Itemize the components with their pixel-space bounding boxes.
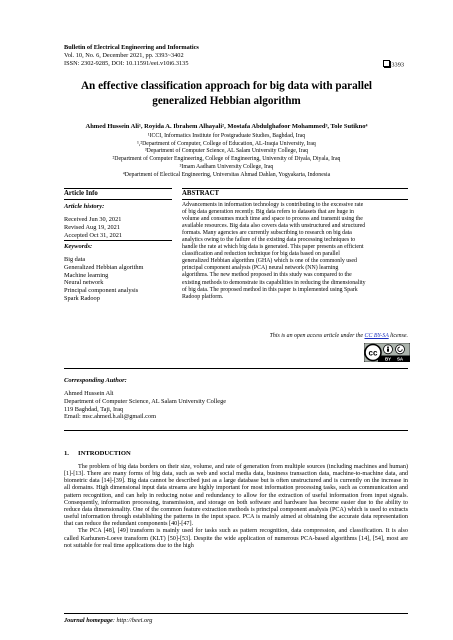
- license-suffix: license.: [388, 333, 408, 339]
- abstract-line: of big data generation recently. Big data refers to datasets that are huge in: [182, 209, 354, 216]
- abstract-line: algorithms. The new method proposed in this study was compared to the: [182, 272, 352, 279]
- history-item: Accepted Oct 31, 2021: [64, 231, 123, 239]
- history-label: Article history:: [64, 203, 105, 210]
- keyword-list: [64, 256, 172, 303]
- abstract-line: principal component analysis (PCA) neural network (NN) learning: [182, 265, 339, 272]
- abstract-line: handle the rate at which big data is generated. This paper presents an efficient: [182, 244, 364, 251]
- keywords-label: Keywords:: [64, 243, 93, 250]
- title-line: generalized Hebbian algorithm: [152, 94, 301, 107]
- abstract-line: analytics owing to the failure of the existing data processing techniques to: [182, 237, 356, 244]
- section-title: INTRODUCTION: [78, 450, 131, 457]
- affiliation-line: ²Department of Computer Engineering, College of Engineering, University of Diyala, Diyala, Iraq: [112, 156, 341, 163]
- page-number: [383, 60, 404, 70]
- keyword-item: Spark Radoop: [64, 294, 100, 302]
- affiliation-line: ⁴Department of Electical Engineering, Universitas Ahmad Dahlan, Yogyakarta, Indonesia: [122, 171, 331, 178]
- history-item: Received Jun 30, 2021: [64, 216, 122, 223]
- page-number-text: 3393: [391, 61, 404, 69]
- divider: [182, 188, 408, 189]
- abstract-line: formats. Many agencies are currently subscribing to research on big data: [182, 230, 352, 237]
- abstract-line: Radoop platform.: [182, 293, 224, 300]
- volume-line: Vol. 10, No. 6, December 2021, pp. 3393~3402: [64, 52, 184, 60]
- divider: [64, 199, 172, 200]
- affiliations: [30, 133, 423, 179]
- divider: [182, 199, 408, 200]
- sa-label: SA: [396, 356, 404, 362]
- license-link[interactable]: CC BY-SA: [364, 333, 389, 339]
- divider: [64, 240, 172, 241]
- paragraph: The problem of big data borders on their size, volume, and rate of generation from multiple sources (including machines and human) [1]-[13]. There are many forms of big data, such as web and social media data, business transaction data, machine-to-machine data, and biometric data [14]-[39]. Big data cannot be described just as a large database but is often unstructured and is currently on the increase in all domains. High dimensional input data streams are highly important for most information processing tasks, such as communication and pattern recognition, and can help in reducing noise and redundancy to allow for the extraction of useful information from input signals. Consequently, information processing, transmission, and storage on both software and hardware has become easier due to the ability to reduce data dimensionality. One of the common feature extraction methods is principal component analysis (PCA) which is used to extracts useful information through establishing the patterns in the input space. PCA is mainly aimed at obtaining the accurate data representation that can reduce the redundant components [40]-[47].: [64, 464, 408, 528]
- abstract-line: generalized Hebbian algorithm (GHA) which is one of the commonly used: [182, 258, 357, 265]
- abstract-line: Advancements in information technology is contributing to the excessive rate: [182, 202, 364, 208]
- divider: [64, 188, 172, 189]
- homepage-url[interactable]: http://beei.org: [116, 617, 153, 624]
- journal-header: [64, 44, 404, 69]
- keyword-item: Machine learning: [64, 271, 109, 279]
- issn-line: ISSN: 2302-9285, DOI: 10.11591/eei.v10i6.3135: [64, 60, 189, 68]
- keyword-item: Principal component analysis: [64, 287, 139, 295]
- corresponding-name: Ahmed Hussein Ali: [64, 390, 114, 397]
- keyword-item: Neural network: [64, 279, 104, 287]
- paper-title: [40, 79, 413, 108]
- affiliation-line: ³Department of Computer Science, AL Salam University College, Iraq: [144, 148, 309, 155]
- homepage-label: Journal homepage: [64, 617, 113, 624]
- abstract-heading: ABSTRACT: [182, 190, 220, 197]
- abstract-text: [182, 202, 408, 301]
- divider: [64, 430, 408, 431]
- affiliation-line: ¹,²Department of Computer, College of Education, AL-Iraqia University, Iraq: [137, 140, 316, 147]
- introduction-body: [64, 464, 408, 550]
- corresponding-dept: Department of Computer Science, AL Salam University College: [64, 397, 227, 405]
- abstract-line: of big data. The proposed method in this paper is implemented using Spark: [182, 286, 358, 293]
- keyword-item: Big data: [64, 256, 86, 263]
- person-body-icon: [387, 349, 389, 352]
- abstract-line: classification and reduction technique for big data based on parallel: [182, 251, 340, 258]
- journal-homepage: Journal homepage: http://beei.org: [64, 617, 153, 624]
- badge-strip: [378, 356, 410, 363]
- license-prefix: This is an open access article under the: [269, 333, 365, 339]
- corresponding-details: [64, 390, 364, 421]
- affiliation-line: ¹ICCI, Informatics Institute for Postgraduate Studies, Baghdad, Iraq: [147, 133, 306, 139]
- share-alike-icon: [396, 345, 405, 354]
- article-info-heading: Article Info: [64, 190, 98, 197]
- abstract-line: volume and consumes much time and space to process and transmit using the: [182, 216, 363, 223]
- page-box-icon: [383, 60, 390, 67]
- history-item: Revised Aug 19, 2021: [64, 223, 120, 231]
- section-heading: [64, 450, 131, 457]
- title-line: An effective classification approach for big data with parallel: [80, 80, 373, 92]
- corresponding-address: 119 Baghdad, Taji, Iraq: [64, 405, 124, 413]
- paragraph: The PCA [48], [49] transform is mainly used for tasks such as pattern recognition, data compression, and classification. It is also called Karhunen-Loeve transform (KLT) [50]-[53]. Despite the wide application of numerous PCA-based algorithms [14], [54], most are not suitable for real time applications due to the high: [64, 528, 408, 549]
- person-head-icon: [387, 346, 389, 348]
- cc-label: cc: [368, 348, 378, 358]
- cc-by-sa-badge-icon[interactable]: [364, 343, 410, 362]
- abstract-line: existing methods to demonstrate its capabilities in reducing the dimensionality: [182, 279, 366, 286]
- corresponding-label: Corresponding Author:: [64, 377, 127, 384]
- divider: [64, 368, 408, 369]
- keyword-item: Generalized Hebbian algorithm: [64, 263, 144, 271]
- license-note: [182, 333, 408, 339]
- author-list: Ahmed Hussein Ali¹, Royida A. Ibrahem Alhayali², Mostafa Abdulghafoor Mohammed³, Tole Sutikno⁴: [85, 123, 368, 130]
- journal-name: Bulletin of Electrical Engineering and Informatics: [64, 44, 199, 51]
- history-list: [64, 216, 172, 239]
- corresponding-email: Email: msc.ahmed.h.ali@gmail.com: [64, 413, 157, 421]
- affiliation-line: ³Imam Aadham University College, Iraq: [179, 163, 274, 170]
- section-number: 1.: [64, 450, 69, 457]
- abstract-line: available resources. Big data also covers data with unstructured and structured: [182, 223, 366, 230]
- divider: [64, 613, 408, 614]
- by-label: BY: [384, 356, 392, 362]
